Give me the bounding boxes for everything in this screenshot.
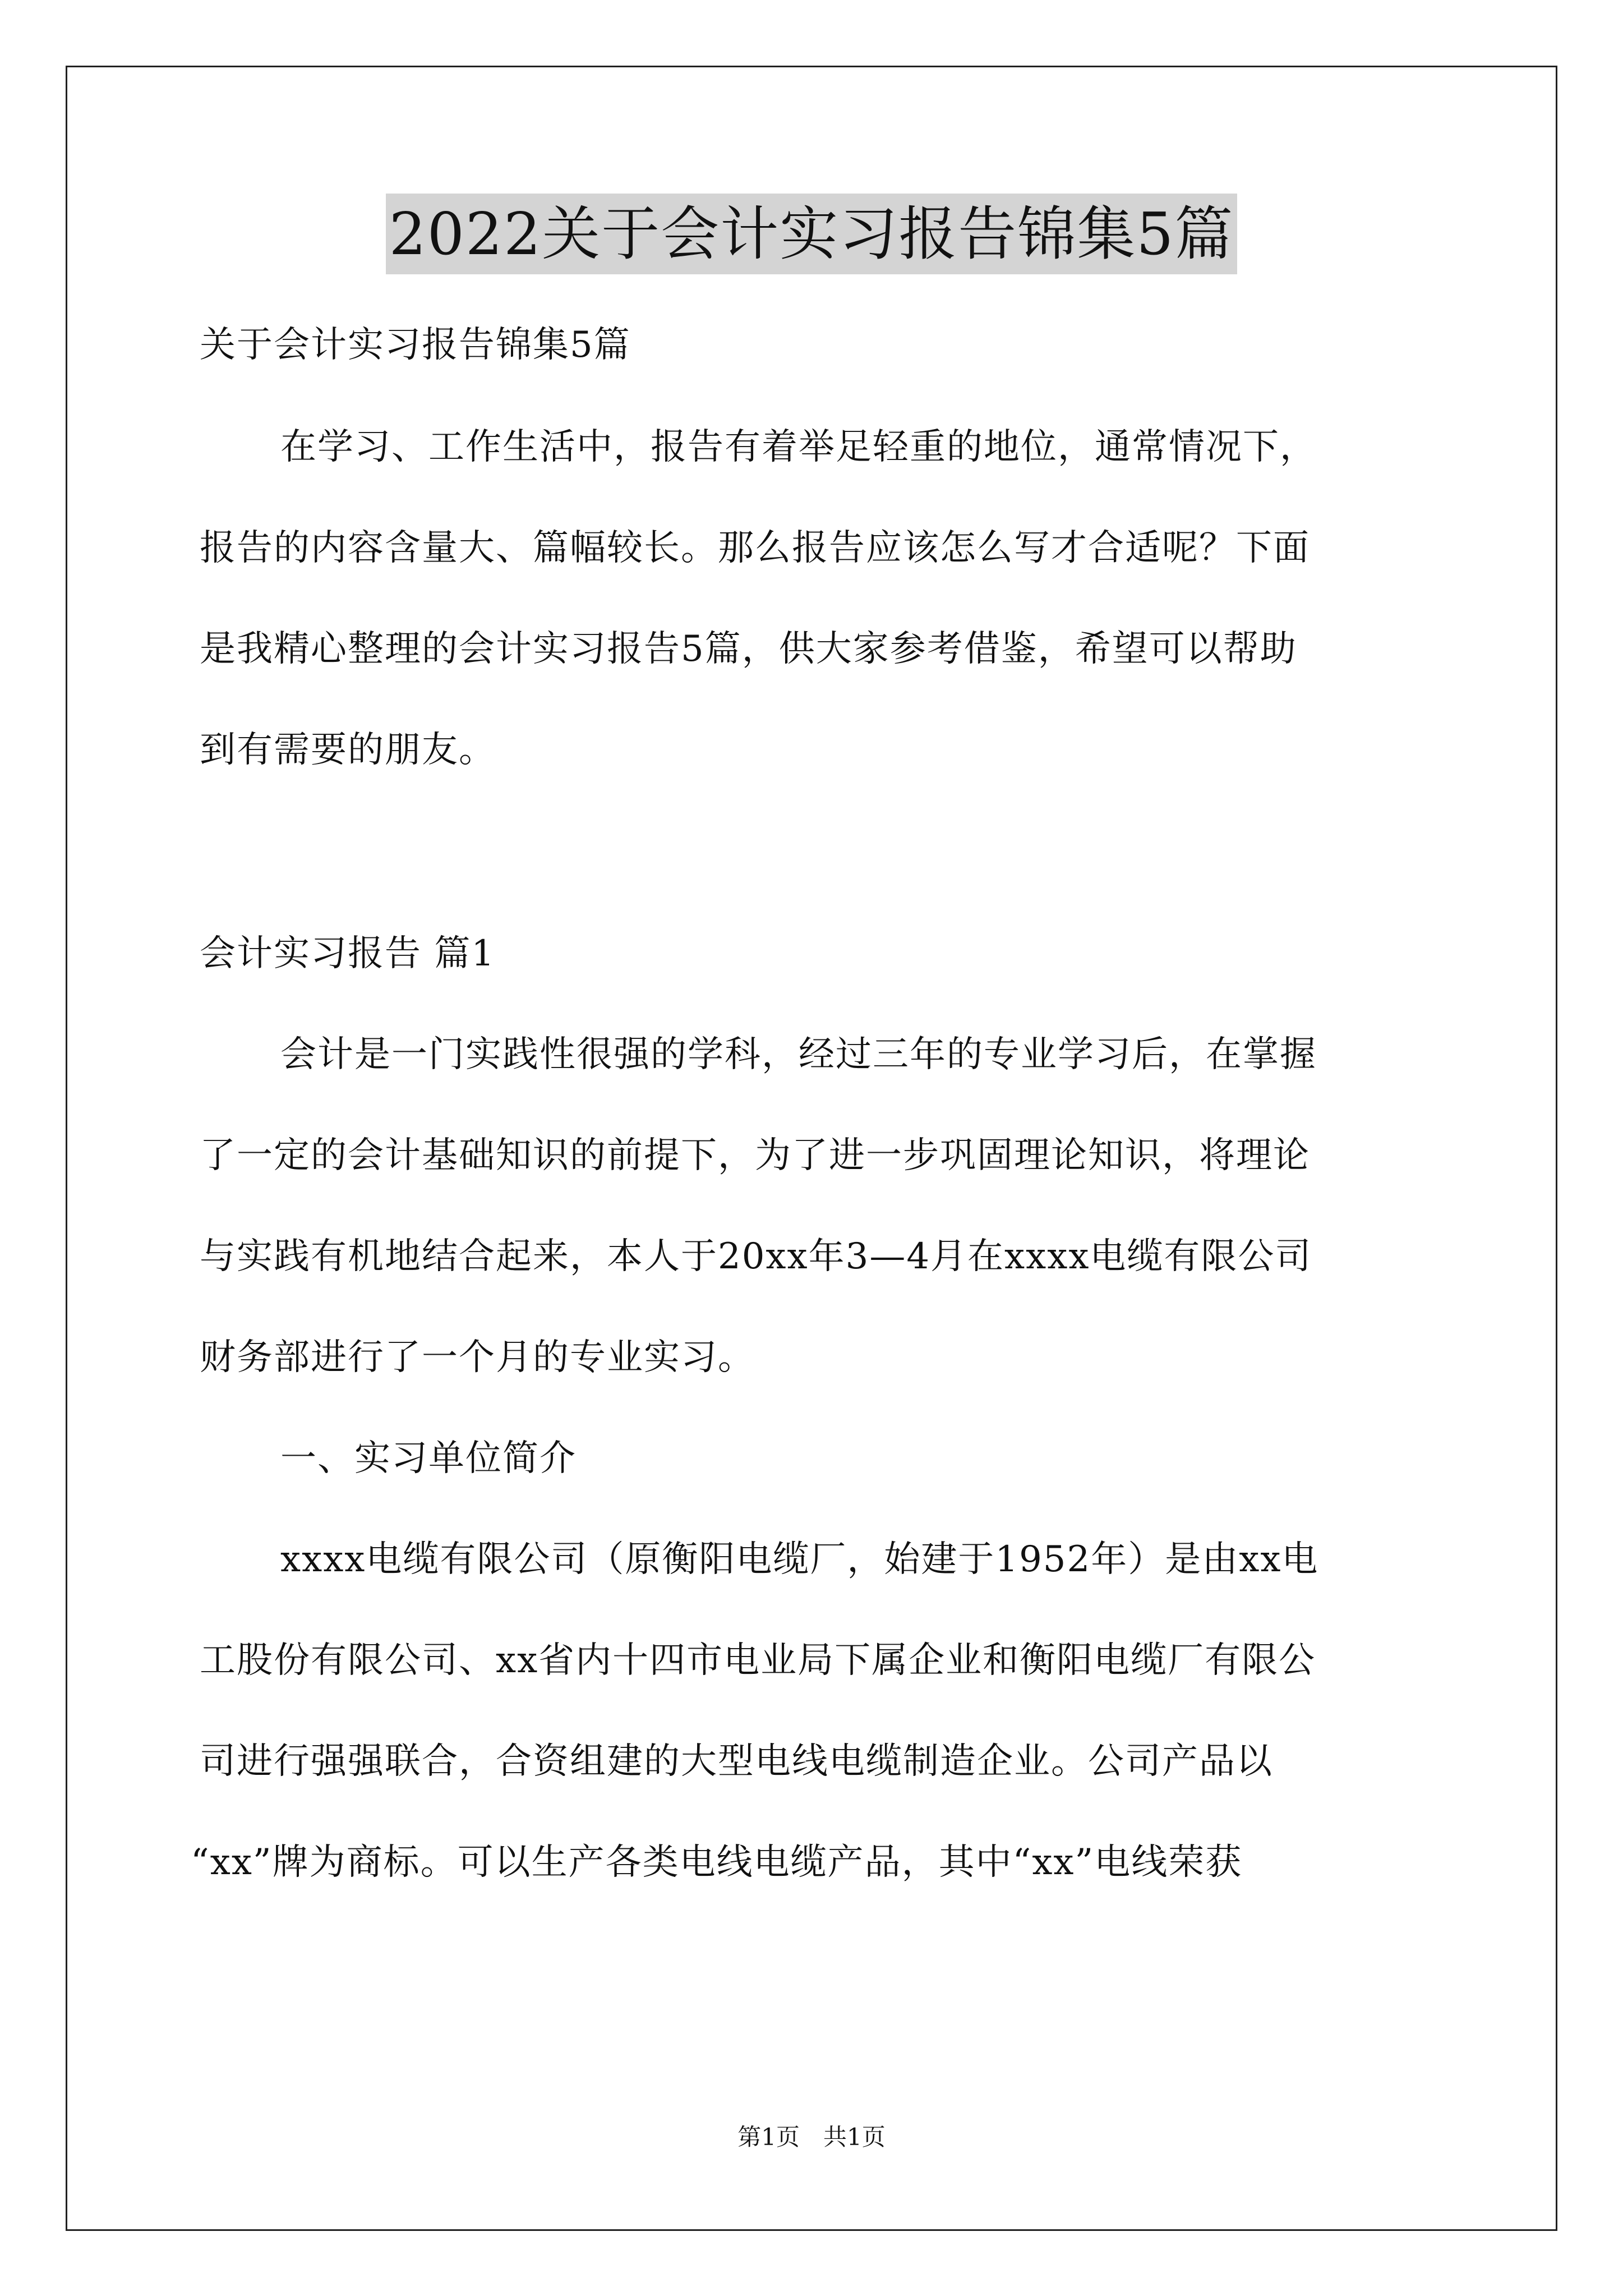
document-title: 2022关于会计实习报告锦集5篇 xyxy=(386,194,1238,274)
paragraph-line: xxxx电缆有限公司（原衡阳电缆厂，始建于1952年）是由xx电 xyxy=(280,1539,1319,1580)
paragraph-line: “xx”牌为商标。可以生产各类电线电缆产品，其中“xx”电线荣获 xyxy=(191,1842,1243,1883)
document-subtitle: 关于会计实习报告锦集5篇 xyxy=(200,324,631,366)
sub-heading: 一、实习单位简介 xyxy=(280,1438,577,1479)
paragraph-line: 会计是一门实践性很强的学科，经过三年的专业学习后，在掌握 xyxy=(280,1034,1317,1075)
paragraph-line: 财务部进行了一个月的专业实习。 xyxy=(200,1337,755,1378)
intro-line: 报告的内容含量大、篇幅较长。那么报告应该怎么写才合适呢？下面 xyxy=(200,527,1310,569)
intro-line: 在学习、工作生活中，报告有着举足轻重的地位，通常情况下， xyxy=(280,426,1317,468)
section-heading: 会计实习报告 篇1 xyxy=(200,933,496,974)
paragraph-line: 与实践有机地结合起来，本人于20xx年3—4月在xxxx电缆有限公司 xyxy=(200,1236,1312,1277)
paragraph-line: 了一定的会计基础知识的前提下，为了进一步巩固理论知识，将理论 xyxy=(200,1135,1310,1176)
intro-line: 是我精心整理的会计实习报告5篇，供大家参考借鉴，希望可以帮助 xyxy=(200,628,1297,670)
intro-line: 到有需要的朋友。 xyxy=(200,729,496,771)
title-block xyxy=(0,194,1623,274)
page-footer: 第1页 共1页 xyxy=(737,2123,886,2151)
paragraph-line: 司进行强强联合，合资组建的大型电线电缆制造企业。公司产品以 xyxy=(200,1741,1273,1782)
paragraph-line: 工股份有限公司、xx省内十四市电业局下属企业和衡阳电缆厂有限公 xyxy=(200,1640,1316,1681)
